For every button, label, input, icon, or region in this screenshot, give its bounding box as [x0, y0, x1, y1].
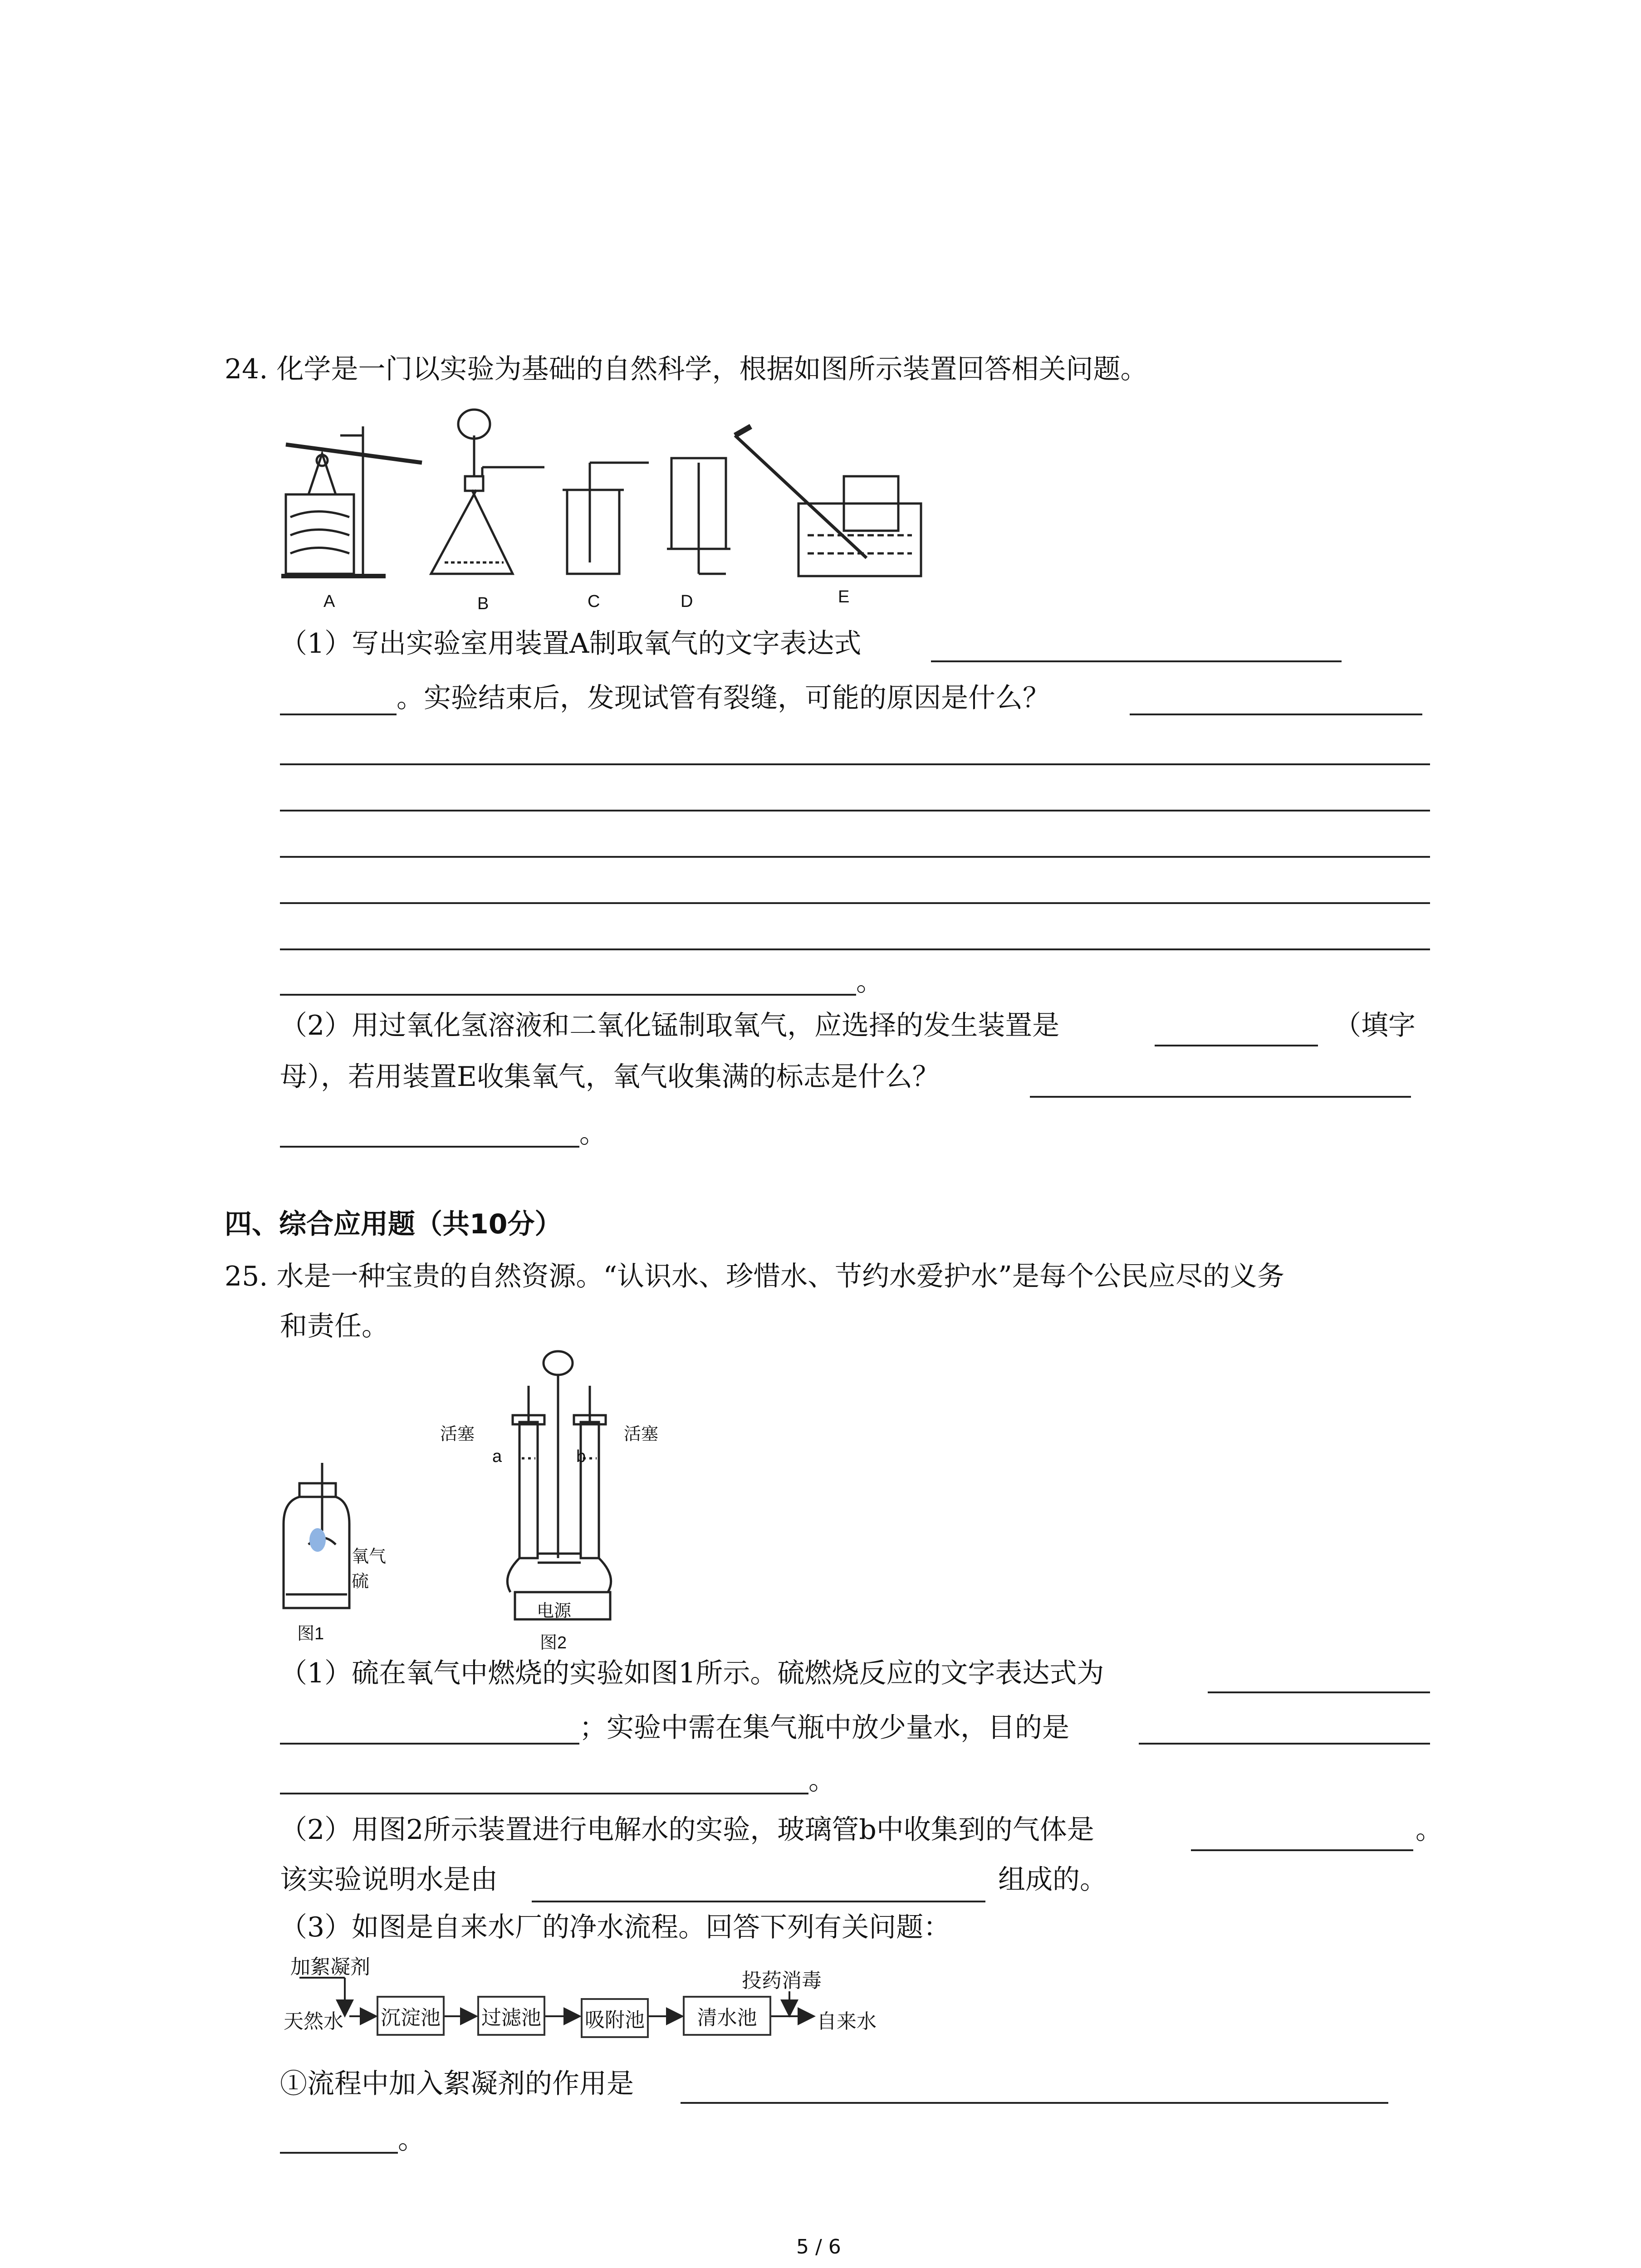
- flow-start-natural-water: 天然水: [284, 2010, 343, 2033]
- apparatus-label-e: E: [838, 587, 850, 606]
- fig2-stopcock-right: 活塞: [624, 1425, 659, 1444]
- flow-step-adsorption: 吸附池: [581, 1998, 649, 2038]
- fig2-stopcock-left: 活塞: [440, 1425, 475, 1444]
- q24-part2-line2: 母），若用装置E收集氧气，氧气收集满的标志是什么？: [280, 1061, 940, 1093]
- fig1-label-oxygen: 氧气: [352, 1547, 387, 1566]
- flow-add-coagulant: 加絮凝剂: [290, 1955, 370, 1979]
- q25-stem-line2: 和责任。: [280, 1310, 389, 1342]
- q24-stem: 24. 化学是一门以实验为基础的自然科学，根据如图所示装置回答相关问题。: [225, 353, 1148, 385]
- flow-step-clear-water: 清水池: [683, 1996, 771, 2036]
- q25-part1-end: 。: [808, 1765, 836, 1796]
- flow-step-filtration: 过滤池: [477, 1996, 545, 2036]
- fig2-caption: 图2: [540, 1633, 567, 1652]
- fig2-tube-a: a: [492, 1447, 502, 1466]
- q24-part1-end: 。: [856, 966, 883, 997]
- q24-part2-end: 。: [579, 1118, 607, 1149]
- q25-part1-line1: （1）硫在氧气中燃烧的实验如图1所示。硫燃烧反应的文字表达式为: [280, 1657, 1104, 1689]
- fig1-caption: 图1: [297, 1624, 324, 1643]
- q25-part2-line2-tail: 组成的。: [998, 1864, 1107, 1896]
- flow-disinfect: 投药消毒: [742, 1969, 822, 1992]
- q25-part2-line1-end: 。: [1416, 1814, 1443, 1846]
- page-number: 5 / 6: [796, 2235, 841, 2258]
- apparatus-label-d: D: [681, 592, 693, 611]
- q24-part1-line1: （1）写出实验室用装置A制取氧气的文字表达式: [280, 628, 862, 660]
- q25-q1-end: 。: [398, 2124, 425, 2156]
- q25-part1-line2: ；实验中需在集气瓶中放少量水，目的是: [579, 1712, 1069, 1744]
- flow-end-tap-water: 自来水: [817, 2010, 877, 2033]
- fig1-label-sulfur: 硫: [352, 1572, 369, 1591]
- q25-part2-line1: （2）用图2所示装置进行电解水的实验，玻璃管b中收集到的气体是: [280, 1814, 1094, 1846]
- q25-q1-line: ①流程中加入絮凝剂的作用是: [280, 2068, 634, 2100]
- q25-part2-line2: 该实验说明水是由: [280, 1864, 498, 1896]
- flow-step-sedimentation: 沉淀池: [377, 1996, 445, 2036]
- q24-part2-line1: （2）用过氧化氢溶液和二氧化锰制取氧气，应选择的发生装置是: [280, 1010, 1060, 1041]
- q25-q1-blank-1[interactable]: [681, 2102, 1388, 2104]
- q25-stem-line1: 25. 水是一种宝贵的自然资源。“认识水、珍惜水、节约水爱护水”是每个公民应尽的义务: [225, 1261, 1284, 1292]
- fig2-power-source: 电源: [537, 1602, 572, 1621]
- q25-q1-blank-2[interactable]: [280, 2152, 398, 2154]
- q24-part2-line1-tail: （填字: [1334, 1010, 1416, 1041]
- q24-part1-line2: 。实验结束后，发现试管有裂缝，可能的原因是什么？: [397, 682, 1050, 714]
- apparatus-label-c: C: [588, 592, 600, 611]
- section-4-heading: 四、综合应用题（共10分）: [225, 1208, 562, 1240]
- q25-part3-line: （3）如图是自来水厂的净水流程。回答下列有关问题：: [280, 1911, 951, 1943]
- apparatus-label-a: A: [323, 592, 335, 611]
- fig2-tube-b: b: [576, 1447, 586, 1466]
- apparatus-label-b: B: [477, 594, 489, 613]
